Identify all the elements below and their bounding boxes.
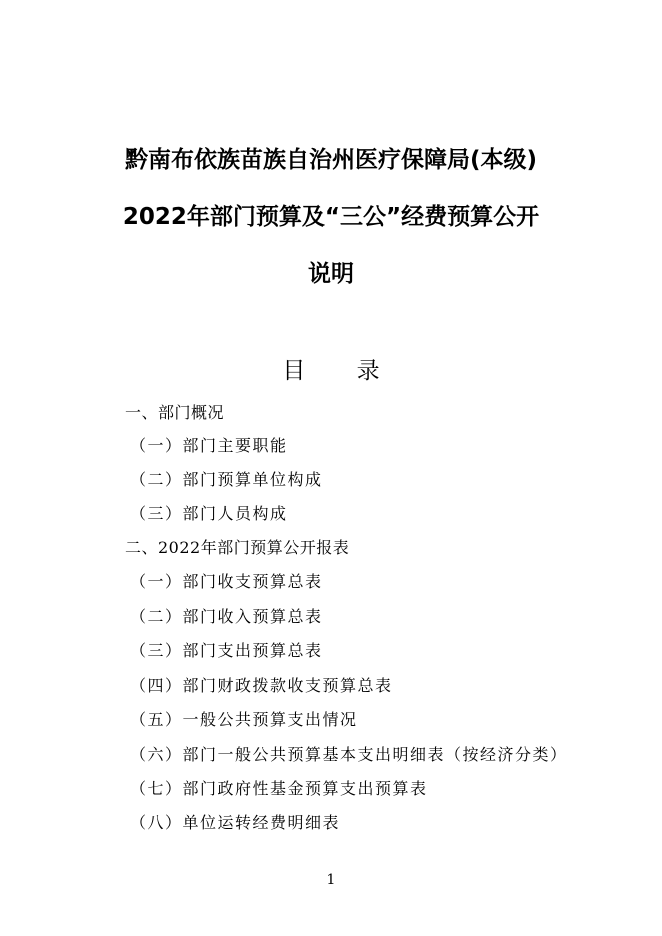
toc-item-2-6[interactable]: （六）部门一般公共预算基本支出明细表（按经济分类） xyxy=(130,745,568,764)
document-title-line-3: 说明 xyxy=(308,261,354,287)
page-number: 1 xyxy=(326,872,336,888)
toc-item-2-2[interactable]: （二）部门收入预算总表 xyxy=(130,607,323,626)
document-title-line-2: 2022年部门预算及“三公”经费预算公开 xyxy=(122,204,540,230)
toc-item-2-8[interactable]: （八）单位运转经费明细表 xyxy=(130,813,341,832)
toc-item-section-2[interactable]: 二、2022年部门预算公开报表 xyxy=(125,538,350,557)
toc-item-section-1[interactable]: 一、部门概况 xyxy=(125,403,225,422)
toc-item-1-2[interactable]: （二）部门预算单位构成 xyxy=(130,470,323,489)
toc-item-2-4[interactable]: （四）部门财政拨款收支预算总表 xyxy=(130,676,393,695)
toc-item-2-3[interactable]: （三）部门支出预算总表 xyxy=(130,641,323,660)
toc-item-1-1[interactable]: （一）部门主要职能 xyxy=(130,436,288,455)
toc-item-2-1[interactable]: （一）部门收支预算总表 xyxy=(130,572,323,591)
toc-item-2-7[interactable]: （七）部门政府性基金预算支出预算表 xyxy=(130,779,428,798)
toc-item-2-5[interactable]: （五）一般公共预算支出情况 xyxy=(130,710,358,729)
toc-heading: 目 录 xyxy=(282,358,402,384)
toc-item-1-3[interactable]: （三）部门人员构成 xyxy=(130,504,288,523)
document-title-line-1: 黔南布依族苗族自治州医疗保障局(本级) xyxy=(124,147,538,173)
